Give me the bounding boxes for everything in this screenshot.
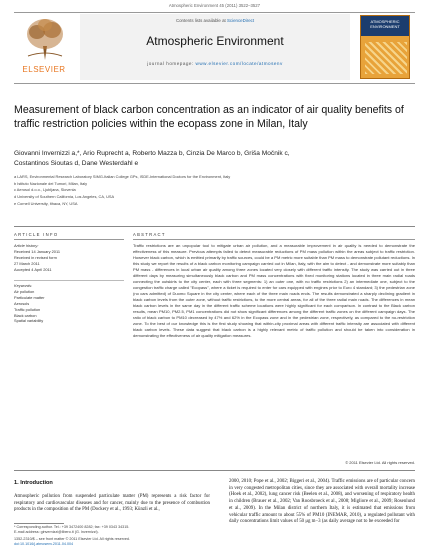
- homepage-prefix: journal homepage:: [147, 61, 194, 66]
- article-info-heading: ARTICLE INFO: [14, 232, 59, 237]
- keyword: Traffic pollution: [14, 306, 41, 312]
- section-divider: [14, 470, 415, 471]
- corresponding-author-note: * Corresponding author. Tel.: +39 3472400 8282; fax: +39 0343 34315.: [14, 525, 130, 529]
- affiliation: b Istituto Nazionale dei Tumori, Milan, Italy: [14, 180, 88, 186]
- doi-link[interactable]: doi:10.1016/j.atmosenv.2011.04.004: [14, 542, 74, 547]
- history-label: Article history:: [14, 243, 39, 248]
- history-entry: Received in revised form: [14, 254, 57, 260]
- affiliation: a LARS, Environmental Research Laboratory SIMG-Italian College GPs, ISDE-International Doctors for the Environment, Italy: [14, 174, 231, 179]
- running-header: Atmospheric Environment 45 (2011) 3522–3527: [168, 3, 261, 8]
- keyword: Spatial variability: [14, 318, 44, 324]
- email-note[interactable]: E-mail address: ginvernizzi@libero.it (G. Invernizzi).: [14, 530, 99, 535]
- keywords-divider: [14, 280, 124, 281]
- abstract-heading: ABSTRACT: [133, 232, 166, 237]
- publisher-name: ELSEVIER: [22, 65, 66, 74]
- journal-cover-thumbnail[interactable]: [360, 15, 410, 79]
- journal-masthead: [80, 14, 350, 80]
- author-line: Giovanni Invernizzi a,*, Ario Ruprecht a, Roberto Mazza b, Cinzia De Marco b, Griša Močnik c,: [14, 150, 290, 157]
- abstract-divider: [133, 239, 415, 240]
- affiliation: d University of Southern California, Los Angeles, CA, USA: [14, 194, 115, 200]
- keyword: Aerosols: [14, 300, 30, 306]
- homepage-line: [80, 61, 350, 66]
- author-line: Costantinos Sioutas d, Dane Westerdahl e: [14, 160, 139, 167]
- homepage-link[interactable]: www.elsevier.com/locate/atmosenv: [195, 61, 283, 66]
- copyright-notice: © 2011 Elsevier Ltd. All rights reserved.: [345, 460, 415, 465]
- affiliation: e Cornell University, Ithaca, NY, USA: [14, 200, 78, 206]
- contents-prefix: Contents lists available at: [175, 18, 226, 23]
- article-title: Measurement of black carbon concentration as an indicator of air quality benefits of traffic restriction policies within the ecopass zone in Milan, Italy: [14, 104, 404, 130]
- introduction-text-left: Atmospheric pollution from suspended particulate matter (PM) represents a risk factor for respiratory and cardiovascular diseases and for cancer, mainly due to the presence of combustion products in the composition of the PM (Dockery et al., 1993; Künzli et al.,: [14, 494, 210, 513]
- elsevier-logo[interactable]: [14, 15, 74, 75]
- cover-pattern: [365, 42, 407, 74]
- keywords-label: Keywords:: [14, 283, 33, 288]
- section-heading-introduction: 1. Introduction: [14, 480, 53, 486]
- affiliation: c Aerosol d.o.o., Ljubljana, Slovenia: [14, 187, 76, 193]
- article-history: [14, 243, 124, 273]
- journal-title: Atmospheric Environment: [146, 34, 284, 48]
- footnotes: [14, 525, 214, 535]
- article-info-divider: [14, 239, 124, 240]
- issn-line: 1352-2310/$ – see front matter © 2011 Elsevier Ltd. All rights reserved.: [14, 537, 130, 541]
- keyword-list: [14, 283, 124, 324]
- history-entry: Accepted 4 April 2011: [14, 266, 52, 272]
- author-list: [14, 149, 414, 169]
- introduction-text-right: 2000, 2010; Pope et al., 2002; Biggeri et al., 2004). Traffic emissions are of particular concern in very congested metropolitan cities, since they are associated with overall mortality increase (Hoek et al., 2002), lung cancer risk (Beelen et al., 2008), and worsening of respiratory health in children (Brauer et al., 2002; Van Roosbroeck et al., 2008; Migliore et al., 2009; Rosenlund et al., 2009). In the Milan district of northern Italy, it is estimated that emissions from vehicular traffic amount to about 55% of PM10 (INEMAR, 2010), a regulated pollutant with daily concentrations limit values of 50 μg m−3 (as daily average not to be exceeded for: [229, 479, 415, 525]
- elsevier-tree-icon: [22, 16, 68, 62]
- contents-line: [80, 18, 350, 23]
- cover-title: ATMOSPHERIC ENVIRONMENT: [361, 16, 409, 36]
- affiliation-list: [14, 174, 414, 208]
- abstract-body: Traffic restrictions are an unpopular tool to mitigate urban air pollution, and a measurable improvement in air quality is needed to demonstrate the effectiveness of this measure. Previous attempts failed to detect measurable reductions of PM mass pollution within the areas subject to traffic restriction. However black carbon, which is emitted primarily by traffic sources, could be a PM metric more suitable than PM mass to demonstrate pollutant reductions. In this study we report the results of a black carbon monitoring campaign carried out in Milan, Italy, with the aim to detect - and demonstrate more suitably than PM mass - differences in local urban air quality among three zones located very closely with different traffic intensity. The study was carried out in three different days by measuring simultaneously black carbon and PM mass concentrations with fixed monitoring stations located in three main radial roads connecting the outskirts to the city center, each with three segments: 1) an outer one, with no traffic restrictions 2) an intermediate one, subject to the congestion traffic charge called "Ecopass", where a ticket is required to enter for cars equipped with engines prior to Euro 4 standard; 3) the pedestrian zone (no cars admitted) of Duomo Square in the city center, where each of the three main roads ends. The results demonstrated a sharply declining gradient in black carbon levels from the outer zone, without traffic restrictions, to the more central areas, for all of the three radial main roads. The differences in mean black carbon levels in the same day in the different traffic scheme locations were highly significant for each comparison. In contrast to the Black carbon results, mean PM10, PM2.5, PM1 concentrations did not show significant differences among the different traffic zones on the different campaign days. The ratio of black carbon to PM10 decreased by 47% and 62% in the Ecopass zone and in the pedestrian zone, respectively, as compared to the no-restriction zone. To the best of our knowledge this is the first study showing that within-city proximal areas with different traffic intensity are associated with different black carbon levels. These data suggest that black carbon is a highly relevant metric of traffic pollution and should be taken into consideration in demonstrating the effectiveness of air quality mitigation measures.: [133, 243, 415, 338]
- front-matter: [14, 537, 214, 547]
- keyword: Particulate matter: [14, 294, 45, 300]
- history-entry: Received 14 January 2011: [14, 248, 60, 254]
- footnote-divider: [14, 523, 64, 524]
- keyword: Air pollution: [14, 288, 35, 294]
- history-entry: 27 March 2011: [14, 260, 40, 266]
- section-divider: [14, 226, 415, 227]
- keyword: Black carbon: [14, 312, 37, 318]
- sciencedirect-link[interactable]: ScienceDirect: [226, 18, 255, 23]
